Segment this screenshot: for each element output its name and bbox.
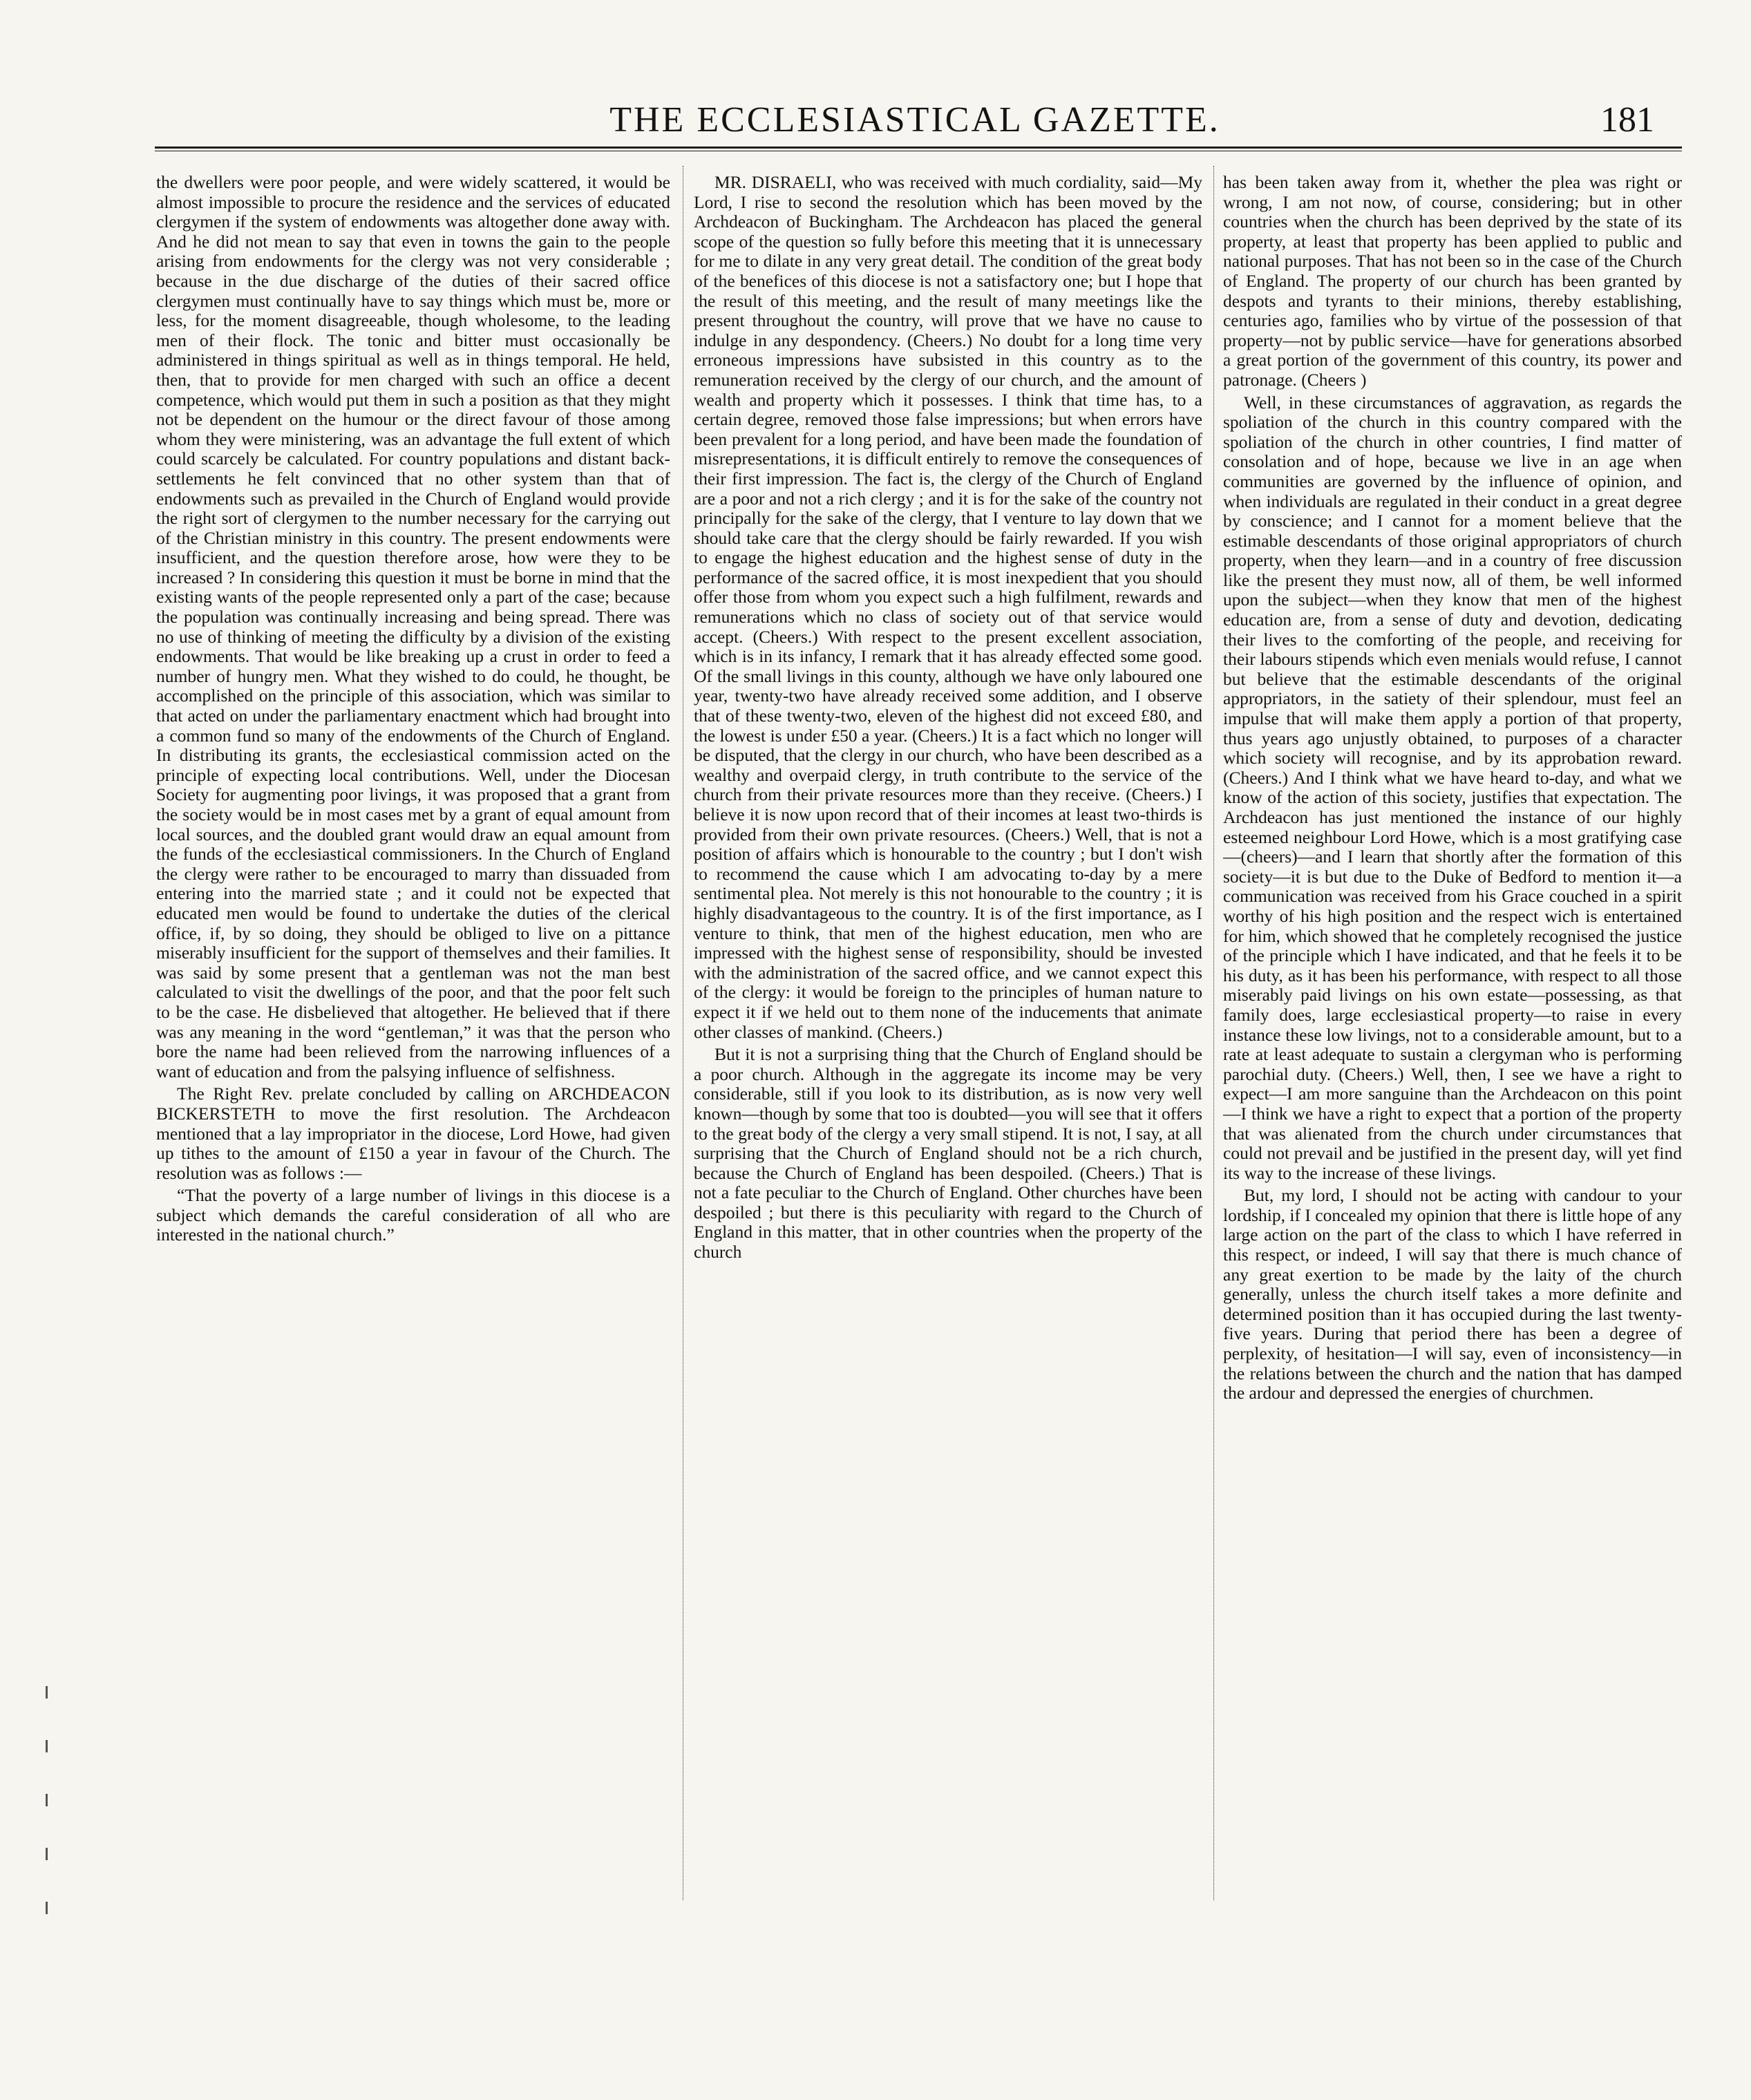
column-2-paragraph-1: MR. DISRAELI, who was received with much cordiality, said—My Lord, I rise to second the resolution which has been moved by the Archdeacon of Buckingham. The Archdeacon has placed the general scope of the question so fully before this meeting that it is unnecessary for me to dilate in any very great detail. The condition of the great body of the benefices of this diocese is not a satisfactory one; but I hope that the result of this meeting, and the result of many meetings like the present throughout the country, will prove that we have no cause to indulge in any despondency. (Cheers.) No doubt for a long time very erroneous impressions have subsisted in this country as to the remuneration received by the clergy of our church, and the amount of wealth and property which it possesses. I think that time has, to a certain degree, removed those false impressions; but when errors have been prevalent for a long period, and have been made the foundation of misrepresentations, it is difficult entirely to remove the consequences of their first impression. The fact is, the clergy of the Church of England are a poor and not a rich clergy ; and it is for the sake of the country not principally for the sake of the clergy, that I venture to lay down that we should take care that the clergy should be fairly rewarded. If you wish to engage the highest education and the highest sense of duty in the performance of the sacred office, it is most inexpedient that you should offer those from whom you expect such a high fulfilment, rewards and remunerations which no class of society out of that service would accept. (Cheers.) With respect to the present excellent association, which is in its infancy, I remark that it has already effected some good. Of the small livings in this county, although we have only laboured one year, twenty-two have already received some addition, and I observe that of these twenty-two, eleven of the highest did not exceed £80, and the lowest is under £50 a year. (Cheers.) It is a fact which no longer will be disputed, that the clergy in our church, who have been described as a wealthy and overpaid clergy, in truth contribute to the service of the church from their private resources more than they receive. (Cheers.) I believe it is now upon record that of their incomes at least two-thirds is provided from their own private resources. (Cheers.) Well, that is not a position of affairs which is honourable to the country ; but I don't wish to recommend the cause which I am advocating to-day by a mere sentimental plea. Not merely is this not honourable to the country ; it is highly disadvantageous to the country. It is of the first importance, as I venture to think, that men of the highest education, men who are impressed with the highest sense of responsibility, should be invested with the administration of the sacred office, and we cannot expect this of the clergy: it would be foreign to the principles of human nature to expect it if we held out to them none of the inducements that animate other classes of mankind. (Cheers.) [694,173,1202,1042]
margin-mark [46,1740,48,1752]
column-1-resolution-quote: “That the poverty of a large number of livings in this diocese is a subject which demands the careful consideration of all who are interested in the national church.” [156,1185,670,1245]
column-3-paragraph-2: Well, in these circumstances of aggravation, as regards the spoliation of the church in this country compared with the spoliation of the church in other countries, I find matter of consolation and of hope, because we live in an age when communities are governed by the influence of opinion, and when individuals are regulated in their conduct in a great degree by conscience; and I cannot for a moment believe that the estimable descendants of those original appropriators of church property, when they learn—and in a country of free discussion like the present they must now, all of them, be well informed upon the subject—when they know that men of the highest education are, from a sense of duty and devotion, dedicating their lives to the comforting of the people, and receiving for their labours stipends which even menials would refuse, I cannot but believe that the estimable descendants of the original appropriators, in the satiety of their splendour, must feel an impulse that will make them apply a portion of that property, thus years ago unjustly obtained, to purposes of a character which society will recognise, and by its approbation reward. (Cheers.) And I think what we have heard to-day, and what we know of the action of this society, justifies that expectation. The Archdeacon has just mentioned the instance of our highly esteemed neighbour Lord Howe, which is a most gratifying case—(cheers)—and I learn that shortly after the formation of this society—it is but due to the Duke of Bedford to mention it—a communication was received from his Grace couched in a spirit worthy of his high position and the respect wich is entertained for him, which showed that he completely recognised the justice of the principle which I have indicated, and that he feels it to be his duty, as it has been his performance, with respect to all those miserably paid livings on his own estate—possessing, as that family does, large ecclesiastical property—to raise in every instance these low livings, not to a considerable amount, but to a rate at least adequate to sustain a clergyman who is performing parochial duty. (Cheers.) Well, then, I see we have a right to expect—I am more sanguine than the Archdeacon on this point—I think we have a right to expect that a portion of the property that was alienated from the church under circumstances that could not prevail and be justified in the present day, will yet find its way to the increase of these livings. [1223,392,1682,1183]
margin-marks [46,1686,50,2032]
column-3 [1223,173,1682,1949]
margin-mark [46,1902,48,1914]
margin-mark [46,1848,48,1860]
column-1 [156,173,670,1949]
column-1-paragraph-2: The Right Rev. prelate concluded by calling on ARCHDEACON BICKERSTETH to move the first resolution. The Archdeacon mentioned that a lay impropriator in the diocese, Lord Howe, had given up tithes to the amount of £150 a year in favour of the Church. The resolution was as follows :— [156,1084,670,1183]
column-divider-2 [1213,166,1214,1900]
column-1-paragraph-1: the dwellers were poor people, and were widely scattered, it would be almost impossible to procure the residence and the services of educated clergymen if the system of endowments was altogether done away with. And he did not mean to say that even in towns the gain to the people arising from endowments for the clergy was not very considerable ; because in the due discharge of the duties of their sacred office clergymen must continually have to say things which must be, more or less, for the moment disagreeable, though wholesome, to the leading men of their flock. The tonic and bitter must occasionally be administered in things spiritual as well as in things temporal. He held, then, that to provide for men charged with such an office a decent competence, which would put them in such a position as that they might not be dependent on the humour or the direct favour of those among whom they were ministering, was an advantage the full extent of which could scarcely be calculated. For country populations and distant back-settlements he felt convinced that no other system than that of endowments such as prevailed in the Church of England would provide the right sort of clergymen to the number necessary for the carrying out of the Christian ministry in this country. The present endowments were insufficient, and the question therefore arose, how were they to be increased ? In considering this question it must be borne in mind that the existing wants of the people represented only a part of the case; because the population was continually increasing and being spread. There was no use of thinking of meeting the difficulty by a division of the existing endowments. That would be like breaking up a crust in order to feed a number of hungry men. What they wished to do could, he thought, be accomplished on the principle of this association, which was similar to that acted on under the parliamentary enactment which had brought into a common fund so many of the endowments of the Church of England. In distributing its grants, the ecclesiastical commission acted on the principle of expecting local contributions. Well, under the Diocesan Society for augmenting poor livings, it was proposed that a grant from the society would be in most cases met by a grant of equal amount from local sources, and the doubled grant would draw an equal amount from the funds of the ecclesiastical commissioners. In the Church of England the clergy were rather to be encouraged to marry than dissuaded from entering into the married state ; and it could not be expected that educated men would be found to undertake the duties of the clerical office, if, by so doing, they should be obliged to live on a pittance miserably insufficient for the support of themselves and their families. It was said by some present that a gentleman was not the man best calculated to visit the dwellings of the poor, and that the poor felt such to be the case. He disbelieved that altogether. He believed that if there was any meaning in the word “gentleman,” it was that the person who bore the name had been relieved from the narrowing influences of a want of education and from the palsying influence of selfishness. [156,173,670,1081]
publication-title: THE ECCLESIASTICAL GAZETTE. [609,100,1220,140]
column-2 [694,173,1202,1949]
margin-mark [46,1794,48,1806]
column-2-paragraph-2: But it is not a surprising thing that the Church of England should be a poor church. Although in the aggregate its income may be very considerable, still if you look to its distribution, as is now very well known—though by some that too is doubted—you will see that it offers to the great body of the clergy a very small stipend. It is not, I say, at all surprising that the Church of England should not be a rich church, because the Church of England has been despoiled. (Cheers.) That is not a fate peculiar to the Church of England. Other churches have been despoiled ; but there is this peculiarity with regard to the Church of England in this matter, that in other countries when the property of the church [694,1044,1202,1262]
margin-mark [46,1686,48,1699]
header-rule [155,146,1682,149]
column-3-paragraph-3: But, my lord, I should not be acting with candour to your lordship, if I concealed my opinion that there is little hope of any large action on the part of the class to which I have referred in this respect, or indeed, I will say that there is much chance of any great exertion to be made by the laity of the church generally, unless the church itself takes a more definite and determined position than it has occupied during the last twenty-five years. During that period there has been a degree of perplexity, of hesitation—I will say, even of inconsistency—in the relations between the church and the nation that has damped the ardour and depressed the energies of churchmen. [1223,1185,1682,1403]
column-3-paragraph-1: has been taken away from it, whether the plea was right or wrong, I am not now, of course, considering; but in other countries when the church has been deprived by the state of its property, at least that property has been applied to public and national purposes. That has not been so in the case of the Church of England. The property of our church has been granted by despots and tyrants to their minions, thereby establishing, centuries ago, families who by virtue of the possession of that property—not by public service—have for generations absorbed a great portion of the government of this country, its power and patronage. (Cheers ) [1223,173,1682,390]
page-header [155,98,1675,142]
page-number: 181 [1600,100,1654,140]
